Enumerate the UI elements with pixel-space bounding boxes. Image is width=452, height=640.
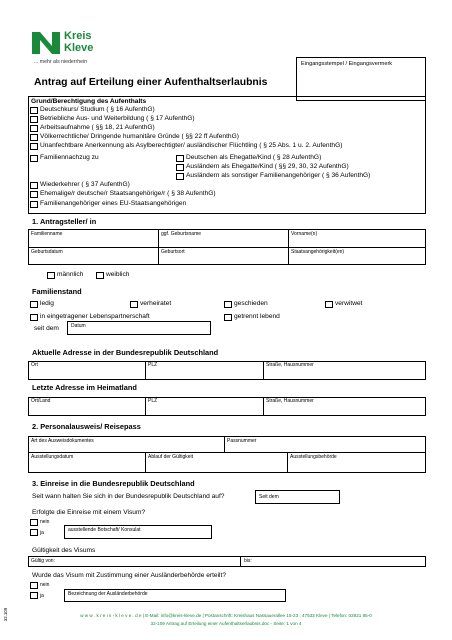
checkbox-refugee[interactable]	[30, 143, 38, 150]
current-address-heading: Aktuelle Adresse in der Bundesrepublik Deutschland	[32, 348, 219, 357]
embassy-field[interactable]	[64, 525, 212, 539]
checkbox-spouse-german[interactable]	[176, 155, 184, 162]
label-humanitarian: Völkerrechtliche/ Dringende humanitäre Gründe ( §§ 22 ff AufenthG)	[40, 133, 239, 140]
checkbox-consent-no[interactable]	[30, 582, 38, 589]
section-passport-heading: 2. Personalausweis/ Reisepass	[32, 422, 141, 431]
stamp-box	[296, 57, 426, 101]
checkbox-training[interactable]	[30, 116, 38, 123]
side-code: 32.109	[3, 607, 9, 622]
checkbox-partnership[interactable]	[30, 314, 38, 321]
passport-col-divider-top	[224, 436, 225, 452]
checkbox-widowed[interactable]	[325, 301, 333, 308]
label-female: weiblich	[106, 271, 130, 278]
label-family-reunion: Familiennachzug zu	[40, 154, 99, 161]
marital-heading: Familienstand	[32, 287, 82, 296]
label-returnee: Wiederkehrer ( § 37 AufenthG)	[40, 181, 130, 188]
checkbox-married[interactable]	[130, 301, 138, 308]
current-address-divider-2	[263, 361, 264, 380]
logo-slogan: ... mehr als niederrhein	[34, 59, 88, 65]
field-valid-from[interactable]: Gültig von:	[31, 558, 55, 564]
checkbox-consent-yes[interactable]	[30, 592, 38, 599]
label-employment: Arbeitsaufnahme ( §§ 18, 21 AufenthG)	[40, 124, 155, 131]
field-nationality[interactable]: Staatsangehörigkeit(en)	[291, 249, 345, 255]
stamp-label: Eingangsstempel / Eingangsvermerk	[301, 61, 393, 67]
label-eu-family: Familienangehöriger eines EU-Staatsangehörigen	[40, 200, 187, 207]
checkbox-humanitarian[interactable]	[30, 134, 38, 141]
checkbox-visa-yes[interactable]	[30, 529, 38, 536]
field-passport-no[interactable]: Passnummer	[227, 438, 257, 444]
authority-name-field[interactable]	[64, 589, 286, 602]
label-spouse-foreign: Ausländern als Ehegatte/Kind ( §§ 29, 30, 32 AufenthG)	[186, 163, 349, 170]
checkbox-female[interactable]	[96, 272, 104, 279]
field-birth-name[interactable]: ggf. Geburtsname	[161, 231, 202, 237]
checkbox-family-reunion[interactable]	[30, 155, 38, 162]
label-studies: Deutschkurs/ Studium ( § 16 AufenthG)	[40, 106, 155, 113]
field-current-zip[interactable]: PLZ	[148, 362, 158, 368]
footer-contact: w w w . k r e i s - k l e v e . d e | E-Mail: info@kreis-kleve.de | Postanschrift: Kreishaus Nassauerallee 15-23 , 47533 Kleve | Telefon: 02821 85-0	[80, 613, 372, 618]
checkbox-spouse-foreign[interactable]	[176, 164, 184, 171]
field-authority[interactable]: Ausstellungsbehörde	[290, 454, 337, 460]
label-spouse-german: Deutschen als Ehegatte/Kind ( § 28 AufenthG)	[186, 154, 322, 161]
logo-line2: Kleve	[64, 42, 94, 54]
since-date-label: Datum	[71, 323, 86, 329]
applicant-row-divider	[28, 247, 426, 248]
label-male: männlich	[57, 271, 84, 278]
home-address-heading: Letzte Adresse im Heimatland	[32, 383, 137, 392]
field-valid-until[interactable]: bis:	[244, 558, 252, 564]
field-issue-date[interactable]: Ausstellungsdatum	[31, 454, 74, 460]
embassy-label: ausstellende Botschaft/ Konsulat	[68, 527, 141, 533]
label-training: Betriebliche Aus- und Weiterbildung ( § 17 AufenthG)	[40, 115, 195, 122]
current-address-table	[28, 361, 426, 380]
label-visa-yes: ja	[40, 530, 44, 536]
since-field-label: Seit dem	[259, 494, 279, 500]
label-consent-no: nein	[40, 582, 50, 588]
since-question: Seit wann halten Sie sich in der Bundesrepublik Deutschland auf?	[32, 493, 225, 500]
label-partnership: in eingetragener Lebenspartnerschaft	[40, 313, 150, 320]
checkbox-male[interactable]	[47, 272, 55, 279]
footer-doc: 32-109 Antrag auf Erteilung einer Aufenthaltserlaubnis.doc - Seite: 1 von 4	[150, 621, 302, 626]
consent-question: Wurde das Visum mit Zustimmung einer Ausländerbehörde erteilt?	[32, 572, 226, 579]
checkbox-returnee[interactable]	[30, 182, 38, 189]
label-single: ledig	[40, 300, 54, 307]
label-former-german: Ehemalige/r deutsche/r Staatsangehörige/r ( § 38 AufenthG)	[40, 190, 216, 197]
field-expiry[interactable]: Ablauf der Gültigkeit	[148, 454, 194, 460]
passport-row-divider	[28, 452, 426, 453]
checkbox-separated[interactable]	[224, 314, 232, 321]
home-address-divider-1	[145, 397, 146, 416]
checkbox-divorced[interactable]	[224, 301, 232, 308]
field-home-city[interactable]: Ort/Land	[31, 398, 51, 404]
field-birth-place[interactable]: Geburtsort	[161, 249, 185, 255]
label-visa-no: nein	[40, 519, 50, 525]
section-applicant-heading: 1. Antragsteller/ in	[32, 217, 97, 226]
label-separated: getrennt lebend	[234, 313, 280, 320]
home-address-table	[28, 397, 426, 416]
field-current-city[interactable]: Ort	[31, 362, 38, 368]
checkbox-eu-family[interactable]	[30, 201, 38, 208]
label-consent-yes: ja	[40, 593, 44, 599]
field-first-names[interactable]: Vorname(n)	[291, 231, 318, 237]
field-current-street[interactable]: Straße, Hausnummer	[266, 362, 314, 368]
field-birth-date[interactable]: Geburtsdatum	[31, 249, 63, 255]
current-address-divider-1	[145, 361, 146, 380]
checkbox-studies[interactable]	[30, 107, 38, 114]
label-married: verheiratet	[140, 300, 172, 307]
label-since: seit dem	[34, 325, 59, 332]
logo-mark-icon	[30, 30, 64, 56]
field-doc-type[interactable]: Art des Ausweisdokumentes	[31, 438, 94, 444]
label-widowed: verwitwet	[335, 300, 363, 307]
since-date-field[interactable]	[67, 321, 211, 335]
checkbox-former-german[interactable]	[30, 191, 38, 198]
visa-validity-label: Gültigkeit des Visums	[32, 547, 96, 554]
field-home-street[interactable]: Straße, Hausnummer	[266, 398, 314, 404]
authority-name-label: Bezeichnung der Ausländerbehörde	[68, 591, 148, 597]
visa-validity-divider	[240, 556, 241, 567]
checkbox-other-relative[interactable]	[176, 173, 184, 180]
checkbox-employment[interactable]	[30, 125, 38, 132]
checkbox-visa-no[interactable]	[30, 519, 38, 526]
passport-col-divider-bottom-2	[287, 452, 288, 473]
logo-line1: Kreis	[64, 30, 92, 42]
passport-col-divider-bottom-1	[145, 452, 146, 473]
visa-validity-box	[28, 556, 426, 567]
label-refugee: Unanfechtbare Anerkennung als Asylberechtigter/ ausländischer Flüchtling ( § 25 Abs. 1 u. 2. AufenthG)	[40, 142, 343, 149]
visa-question: Erfolgte die Einreise mit einem Visum?	[32, 509, 146, 516]
field-home-zip[interactable]: PLZ	[148, 398, 158, 404]
home-address-divider-2	[263, 397, 264, 416]
checkbox-single[interactable]	[30, 301, 38, 308]
label-divorced: geschieden	[234, 300, 268, 307]
since-field[interactable]	[255, 490, 340, 504]
section-entry-heading: 3. Einreise in die Bundesrepublik Deutschland	[32, 479, 195, 488]
page-title: Antrag auf Erteilung einer Aufenthaltserlaubnis	[34, 77, 268, 88]
applicant-col-divider-1	[158, 229, 159, 265]
field-family-name[interactable]: Familienname	[31, 231, 63, 237]
label-other-relative: Ausländern als sonstiger Familienangehöriger ( § 36 AufenthG)	[186, 172, 371, 179]
grounds-heading: Grund/Berechtigung des Aufenthalts	[31, 98, 147, 105]
kreis-kleve-logo	[30, 30, 125, 70]
applicant-col-divider-2	[288, 229, 289, 265]
